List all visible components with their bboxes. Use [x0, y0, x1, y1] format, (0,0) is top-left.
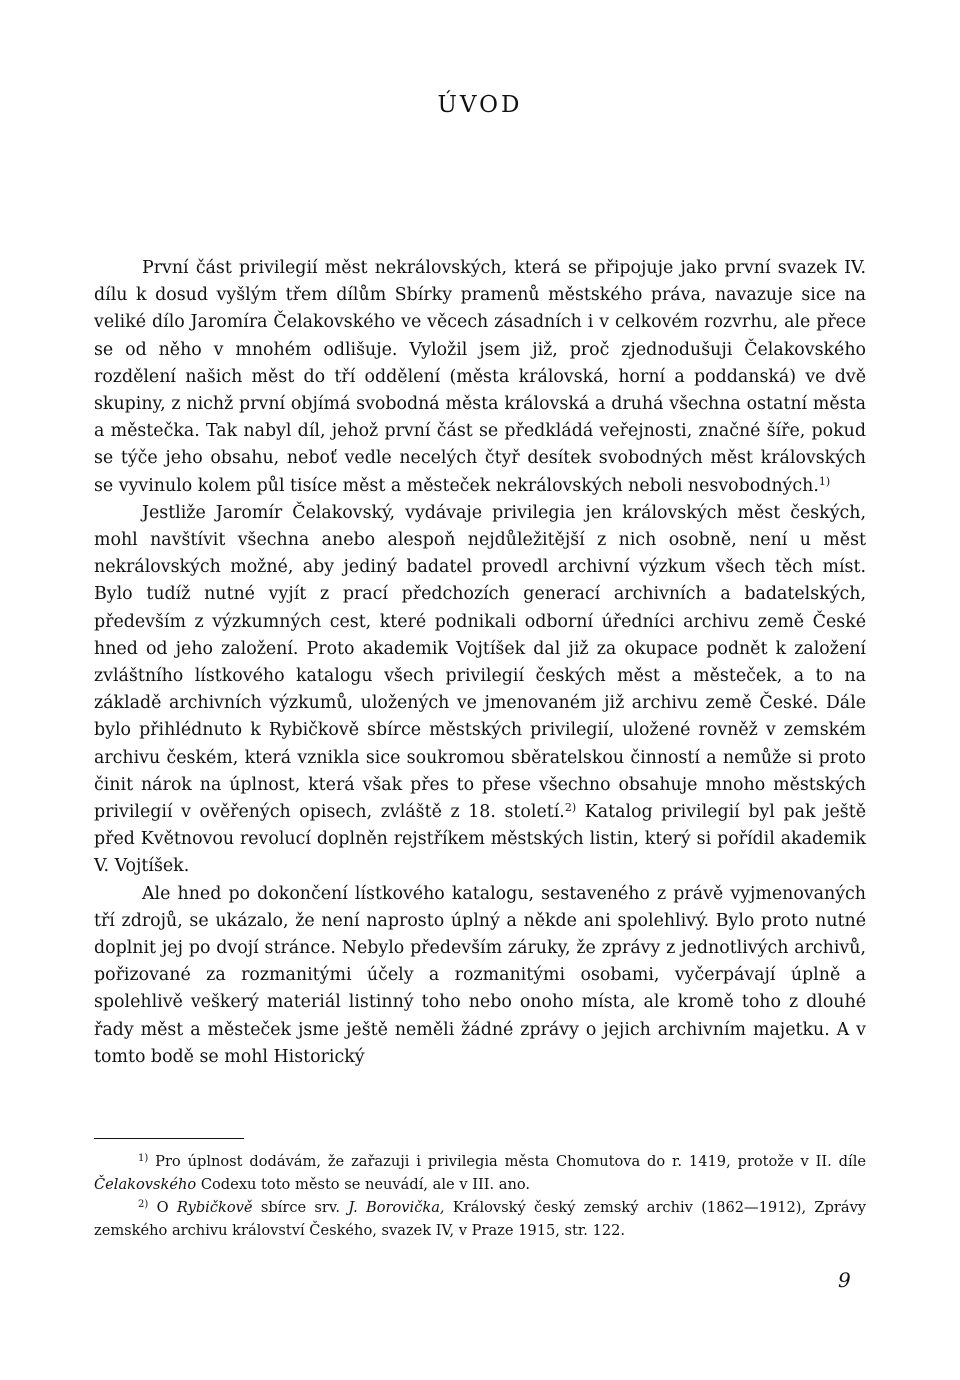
- paragraph-2: [94, 500, 866, 881]
- footnote-divider: [94, 1138, 244, 1139]
- footnote-2-text-pre: O: [156, 1199, 169, 1216]
- paragraph-1: [94, 255, 866, 500]
- footnote-1-italic: Čelakovského: [94, 1176, 197, 1193]
- footnote-2-italic-2: J. Borovička,: [348, 1199, 445, 1216]
- main-text: [94, 255, 866, 1071]
- page-number: 9: [838, 1268, 851, 1292]
- footnote-2: [94, 1196, 866, 1242]
- footnotes: [94, 1150, 866, 1242]
- paragraph-1-text: První část privilegií měst nekrálovských, která se připojuje jako první svazek IV. dílu k dosud vyšlým třem dílům Sbírky pramenů městského práva, navazuje sice na veliké dílo Jaromíra Čelakovského ve věcech zásadních i v celkovém rozvrhu, ale přece se od něho v mnohém odlišuje. Vyložil jsem již, proč zjednodušuji Čelakovského rozdělení našich měst do tří oddělení (města královská, horní a poddanská) ve dvě skupiny, z nichž první objímá svobodná města královská a druhá všechna ostatní města a městečka. Tak nabyl díl, jehož první část se předkládá veřejnosti, značné šíře, pokud se týče jeho obsahu, neboť vedle necelých čtyř desítek svobodných měst královských se vyvinulo kolem půl tisíce měst a městeček nekrálovských neboli nesvobodných.: [94, 258, 866, 496]
- footnote-2-text-mid: sbírce srv.: [260, 1199, 341, 1216]
- footnote-2-text: Královský český zemský archiv (1862—1912), Zprávy zemského archivu království Českého, svazek IV, v Praze 1915, str. 122.: [94, 1199, 867, 1239]
- paragraph-3-text: Ale hned po dokončení lístkového katalogu, sestaveného z právě vyjmenovaných tří zdrojů, se ukázalo, že není naprosto úplný a někde ani spolehlivý. Bylo proto nutné doplnit jej po dvojí stránce. Nebylo především záruky, že zprávy z jednotlivých archivů, pořizované za rozmanitými účely a rozmanitými osobami, vyčerpávají úplně a spolehlivě veškerý materiál listinný toho nebo onoho místa, ale kromě toho z dlouhé řady měst a městeček jsme ještě neměli žádné zprávy o jejich archivním majetku. A v tomto bodě se mohl Historický: [94, 883, 866, 1067]
- page-title: ÚVOD: [437, 92, 523, 118]
- footnote-1: [94, 1150, 866, 1196]
- footnote-1-text-after: Codexu toto město se neuvádí, ale v III. ano.: [200, 1176, 531, 1193]
- paragraph-3: [94, 881, 866, 1071]
- footnote-1-mark: 1): [138, 1153, 149, 1164]
- footnote-2-mark: 2): [138, 1199, 149, 1210]
- footnote-ref-1: 1): [818, 474, 831, 488]
- paragraph-2-text-after: Katalog privilegií byl pak ještě před Květnovou revolucí doplněn rejstříkem městských listin, který si pořídil akademik V. Vojtíšek.: [94, 802, 866, 877]
- footnote-2-italic-1: Rybičkově: [176, 1199, 253, 1216]
- footnote-1-text: Pro úplnost dodávám, že zařazuji i privilegia města Chomutova do r. 1419, protože v II. díle: [155, 1153, 866, 1170]
- paragraph-2-text-before: Jestliže Jaromír Čelakovský, vydávaje privilegia jen královských měst českých, mohl navštívit všechna anebo alespoň nejdůležitější z nich osobně, není u měst nekrálovských možné, aby jediný badatel provedl archivní výzkum všech těch míst. Bylo tudíž nutné vyjít z prací předchozích generací archivních a badatelských, především z výzkumných cest, které podnikali odborní úředníci archivu země České hned od jeho založení. Proto akademik Vojtíšek dal již za okupace podnět k založení zvláštního lístkového katalogu všech privilegií českých měst a městeček, a to na základě archivních výzkumů, uložených ve jmenovaném již archivu země České. Dále bylo přihlédnuto k Rybičkově sbírce městských privilegií, uložené rovněž v zemském archivu českém, která vznikla sice soukromou sběratelskou činností a nemůže si proto činit nárok na úplnost, která však přes to přese všechno obsahuje mnoho městských privilegií v ověřených opisech, zvláště z 18. století.: [94, 502, 866, 823]
- footnote-ref-2: 2): [564, 801, 577, 815]
